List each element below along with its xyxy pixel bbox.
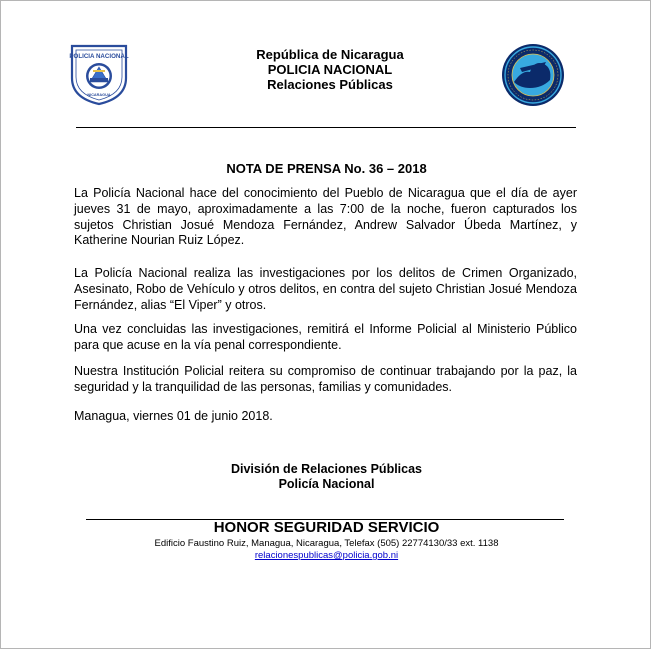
footer-email-wrapper bbox=[0, 550, 653, 561]
paragraph-commitment: Nuestra Institución Policial reitera su compromiso de continuar trabajando por la paz, la seguridad y la tranquilidad de las personas, familias y comunidades. bbox=[74, 364, 577, 394]
badge-bottom-text: NICARAGUA bbox=[87, 93, 111, 97]
signature-institution: Policía Nacional bbox=[278, 477, 375, 491]
public-relations-seal-icon bbox=[500, 42, 566, 108]
footer-address: Edificio Faustino Ruiz, Managua, Nicaragua, Telefax (505) 22774130/33 ext. 1138 bbox=[154, 538, 499, 549]
policia-nacional-badge-icon bbox=[68, 40, 130, 106]
press-release-title: NOTA DE PRENSA No. 36 – 2018 bbox=[226, 161, 427, 176]
header-department: Relaciones Públicas bbox=[267, 77, 393, 92]
header-country: República de Nicaragua bbox=[256, 47, 404, 62]
header-divider bbox=[76, 127, 576, 128]
signature-division: División de Relaciones Públicas bbox=[230, 462, 423, 476]
header-institution: POLICIA NACIONAL bbox=[267, 62, 393, 77]
paragraph-capture: La Policía Nacional hace del conocimiento del Pueblo de Nicaragua que el día de ayer jueves 31 de mayo, aproximadamente a las 7:00 de la noche, fueron capturados los sujetos Christian Josué Mendoza Fernández, Andrew Salvador Úbeda Martínez, y Katherine Nourian Ruiz López. bbox=[74, 186, 577, 248]
footer-email-link[interactable]: relacionespublicas@policia.gob.ni bbox=[254, 550, 399, 561]
badge-top-text: POLICIA NACIONAL bbox=[69, 53, 129, 60]
letterhead bbox=[190, 47, 470, 92]
signature-block bbox=[0, 462, 653, 492]
paragraph-prosecution: Una vez concluidas las investigaciones, remitirá el Informe Policial al Ministerio Público para que acuse en la vía penal correspondiente. bbox=[74, 322, 577, 352]
footer-motto: HONOR SEGURIDAD SERVICIO bbox=[213, 519, 440, 536]
dateline: Managua, viernes 01 de junio 2018. bbox=[74, 409, 273, 423]
paragraph-investigation: La Policía Nacional realiza las investigaciones por los delitos de Crimen Organizado, Asesinato, Robo de Vehículo y otros delitos, en contra del sujeto Christian Josué Mendoza Fernández, alias “El Viper” y otros. bbox=[74, 266, 577, 312]
